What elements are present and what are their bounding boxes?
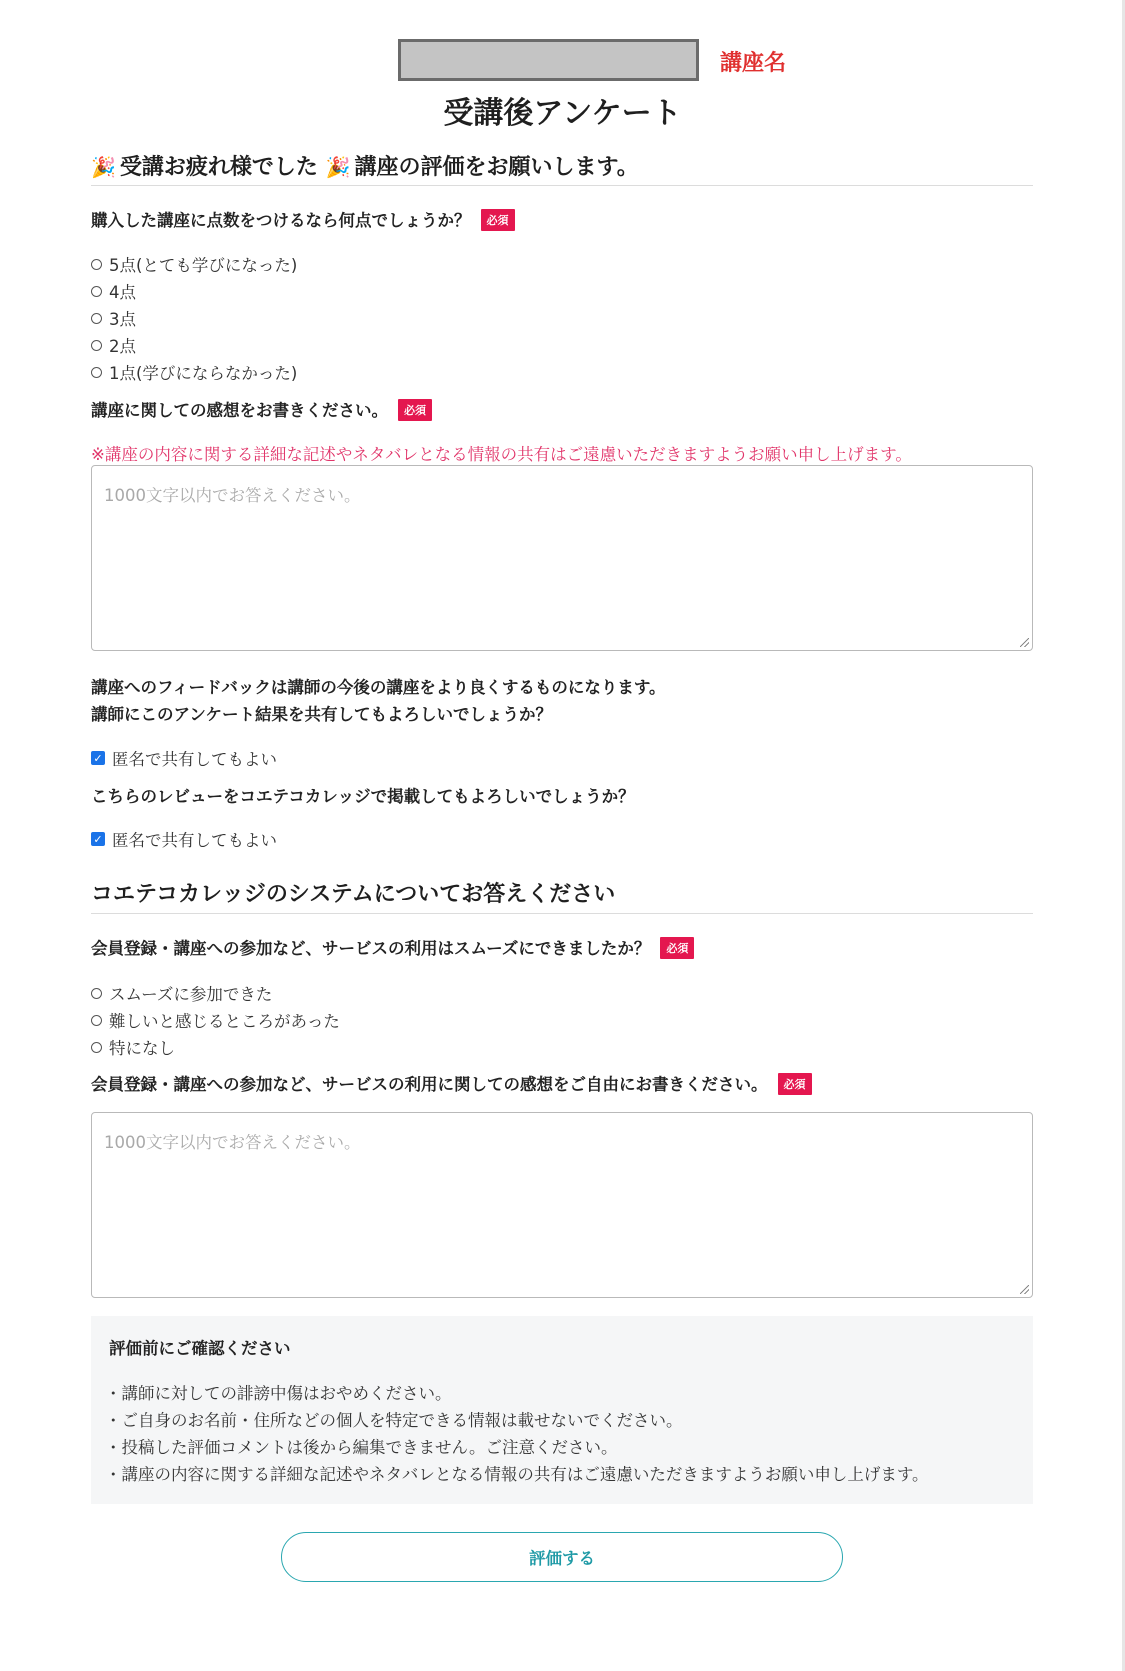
section-title-course-evaluation: 🎉 受講お疲れ様でした 🎉 講座の評価をお願いします。: [91, 155, 639, 180]
party-popper-icon: 🎉: [91, 155, 116, 179]
textarea-placeholder: 1000文字以内でお答えください。: [104, 486, 361, 505]
section-title-system: コエテコカレッジのシステムについてお答えください: [91, 882, 616, 907]
radio-button[interactable]: [91, 259, 102, 270]
radio-button[interactable]: [91, 313, 102, 324]
radio-option-score-2[interactable]: 2点: [91, 333, 136, 357]
section-divider: [91, 913, 1033, 914]
question-score-label: 購入した講座に点数をつけるなら何点でしょうか？ 必須: [91, 207, 515, 231]
question-smooth-usage-label: 会員登録・講座への参加など、サービスの利用はスムーズにできましたか？ 必須: [91, 935, 694, 959]
question-share-instructor-line1: 講座へのフィードバックは講師の今後の講座をより良くするものになります。: [91, 678, 666, 697]
checkbox-share-instructor[interactable]: ✓ 匿名で共有してもよい: [91, 746, 277, 770]
radio-option-smooth[interactable]: スムーズに参加できた: [91, 981, 272, 1005]
question-service-impression-label: 会員登録・講座への参加など、サービスの利用に関しての感想をご自由にお書きください。 必須: [91, 1071, 812, 1095]
radio-button[interactable]: [91, 340, 102, 351]
radio-option-nothing[interactable]: 特になし: [91, 1035, 175, 1059]
radio-option-score-1[interactable]: 1点(学びにならなかった): [91, 360, 297, 384]
section-divider: [91, 185, 1033, 186]
question-share-instructor-line2: 講師にこのアンケート結果を共有してもよろしいでしょうか？: [91, 705, 553, 724]
radio-button[interactable]: [91, 367, 102, 378]
radio-button[interactable]: [91, 1015, 102, 1026]
required-badge: 必須: [398, 399, 432, 421]
spoiler-notice: ※講座の内容に関する詳細な記述やネタバレとなる情報の共有はご遠慮いただきますようお願い申し上げます。: [91, 445, 912, 464]
radio-button[interactable]: [91, 988, 102, 999]
course-name-redacted-box: [398, 39, 699, 81]
radio-button[interactable]: [91, 1042, 102, 1053]
confirmation-notice-box: [91, 1316, 1033, 1504]
resize-handle-icon[interactable]: [1020, 1285, 1029, 1294]
course-impression-textarea[interactable]: [91, 465, 1033, 651]
required-badge: 必須: [660, 937, 694, 959]
confirmation-item: ・ご自身のお名前・住所などの個人を特定できる情報は載せないでください。: [105, 1411, 683, 1430]
submit-evaluation-button[interactable]: 評価する: [281, 1532, 843, 1582]
required-badge: 必須: [481, 209, 515, 231]
question-impression-label: 講座に関しての感想をお書きください。 必須: [91, 397, 432, 421]
checkbox-publish-review[interactable]: ✓ 匿名で共有してもよい: [91, 827, 277, 851]
course-name-label: 講座名: [720, 51, 787, 76]
confirmation-title: 評価前にご確認ください: [109, 1339, 291, 1358]
service-impression-textarea[interactable]: [91, 1112, 1033, 1298]
resize-handle-icon[interactable]: [1020, 638, 1029, 647]
radio-option-difficult[interactable]: 難しいと感じるところがあった: [91, 1008, 340, 1032]
radio-button[interactable]: [91, 286, 102, 297]
question-publish-review-label: こちらのレビューをコエテコカレッジで掲載してもよろしいでしょうか？: [91, 787, 635, 806]
confirmation-item: ・投稿した評価コメントは後から編集できません。ご注意ください。: [105, 1438, 618, 1457]
party-popper-icon: 🎉: [325, 155, 351, 179]
radio-option-score-4[interactable]: 4点: [91, 279, 136, 303]
radio-option-score-5[interactable]: 5点(とても学びになった): [91, 252, 297, 276]
required-badge: 必須: [778, 1073, 812, 1095]
checkbox-checked-icon[interactable]: ✓: [91, 832, 105, 846]
checkbox-checked-icon[interactable]: ✓: [91, 751, 105, 765]
page-title: 受講後アンケート: [443, 96, 682, 131]
textarea-placeholder: 1000文字以内でお答えください。: [104, 1133, 361, 1152]
radio-option-score-3[interactable]: 3点: [91, 306, 136, 330]
confirmation-item: ・講師に対しての誹謗中傷はおやめください。: [105, 1384, 452, 1403]
confirmation-item: ・講座の内容に関する詳細な記述やネタバレとなる情報の共有はご遠慮いただきますようお願い申し上げます。: [105, 1465, 929, 1484]
